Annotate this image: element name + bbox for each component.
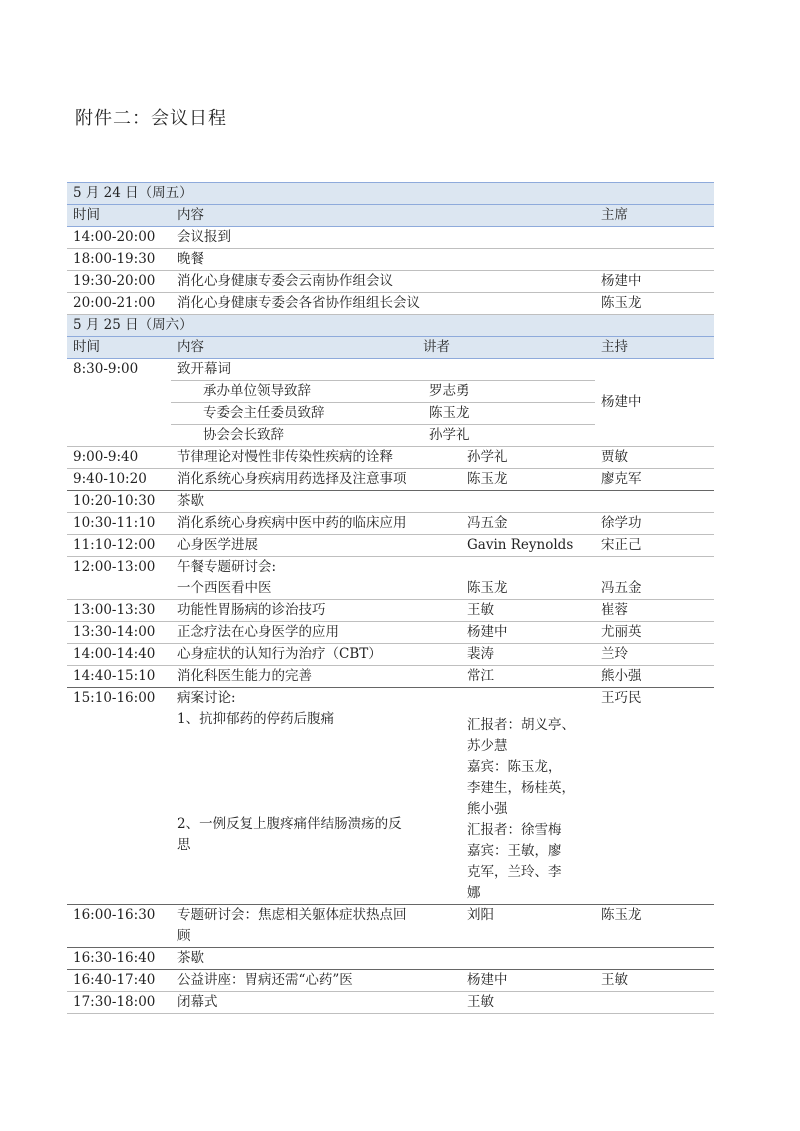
schedule-table <box>67 182 714 1014</box>
table-row: 13:30-14:00 正念疗法在心身医学的应用 杨建中 尤丽英 <box>67 622 714 644</box>
table-row-opening: 8:30-9:00 致开幕词 承办单位领导致辞 罗志勇 专委会主任委员致辞 陈玉龙 协会会长致辞 孙学礼 杨建中 <box>67 359 714 447</box>
opening-item: 专委会主任委员致辞 陈玉龙 <box>171 403 595 425</box>
opening-item: 承办单位领导致辞 罗志勇 <box>171 381 595 403</box>
table-row-seminar: 16:00-16:30 专题研讨会：焦虑相关躯体症状热点回 顾 刘阳 陈玉龙 <box>67 905 714 948</box>
table-row: 16:30-16:40 茶歇 <box>67 948 714 970</box>
table-row-cases: 15:10-16:00 病案讨论: 1、抗抑郁药的停药后腹痛 2、一例反复上腹疼痛伴结肠溃疡的反 思 汇报者：胡义亭、 苏少慧 嘉宾：陈玉龙， 李建生，杨桂英， 熊小强 汇报者：徐雪梅 嘉宾：王敏，廖 克军，兰玲、李 娜 王巧民 <box>67 688 714 905</box>
table-row: 9:00-9:40 节律理论对慢性非传染性疾病的诠释 孙学礼 贾敏 <box>67 447 714 469</box>
table-row: 18:00-19:30 晚餐 <box>67 249 714 271</box>
table-row: 10:20-10:30 茶歇 <box>67 491 714 513</box>
table-row: 17:30-18:00 闭幕式 王敏 <box>67 992 714 1014</box>
day-heading: 5 月 24 日（周五） <box>67 183 714 205</box>
table-row: 19:30-20:00 消化心身健康专委会云南协作组会议 杨建中 <box>67 271 714 293</box>
table-row: 13:00-13:30 功能性胃肠病的诊治技巧 王敏 崔蓉 <box>67 600 714 622</box>
table-row: 14:00-20:00 会议报到 <box>67 227 714 249</box>
page-title: 附件二：会议日程 <box>75 108 227 129</box>
table-row-lunch: 12:00-13:00 午餐专题研讨会: 一个西医看中医 陈玉龙 冯五金 <box>67 557 714 600</box>
table-header: 时间 内容 主席 <box>67 205 714 227</box>
table-row: 14:00-14:40 心身症状的认知行为治疗（CBT） 裴涛 兰玲 <box>67 644 714 666</box>
table-row: 16:40-17:40 公益讲座：胃病还需“心药”医 杨建中 王敏 <box>67 970 714 992</box>
table-row: 11:10-12:00 心身医学进展 Gavin Reynolds 宋正己 <box>67 535 714 557</box>
table-header: 时间 内容 讲者 主持 <box>67 337 714 359</box>
day-heading: 5 月 25 日（周六） <box>67 315 714 337</box>
opening-item: 协会会长致辞 孙学礼 <box>203 427 470 443</box>
table-row: 9:40-10:20 消化系统心身疾病用药选择及注意事项 陈玉龙 廖克军 <box>67 469 714 491</box>
table-row: 10:30-11:10 消化系统心身疾病中医中药的临床应用 冯五金 徐学功 <box>67 513 714 535</box>
table-row: 20:00-21:00 消化心身健康专委会各省协作组组长会议 陈玉龙 <box>67 293 714 315</box>
table-row: 14:40-15:10 消化科医生能力的完善 常江 熊小强 <box>67 666 714 688</box>
